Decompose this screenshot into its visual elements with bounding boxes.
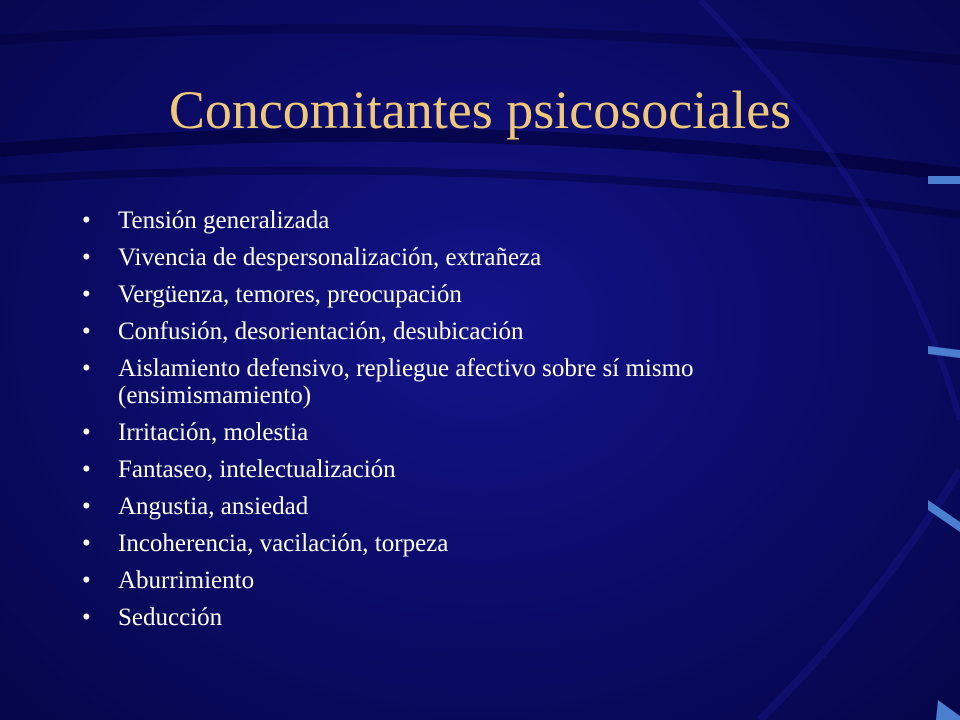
bullet-text: Fantaseo, intelectualización [118, 456, 396, 483]
bullet-item [82, 530, 882, 557]
accent-mark-1 [928, 176, 960, 184]
bullet-dot: • [82, 493, 91, 520]
accent-mark-2 [928, 346, 960, 358]
bullet-text: Tensión generalizada [118, 207, 330, 234]
bullet-text: Vergüenza, temores, preocupación [118, 281, 462, 308]
bullet-dot: • [82, 604, 91, 631]
bullet-item [82, 355, 882, 409]
bullet-item [82, 318, 882, 345]
bullet-item [82, 567, 882, 594]
bullet-item [82, 207, 882, 234]
bullet-dot: • [82, 419, 91, 446]
bullet-list [82, 207, 882, 641]
bullet-item [82, 493, 882, 520]
bullet-dot: • [82, 456, 91, 483]
bullet-text: Irritación, molestia [118, 419, 309, 446]
bullet-dot: • [82, 207, 91, 234]
bullet-item [82, 244, 882, 271]
bullet-text: Vivencia de despersonalización, extrañeza [118, 244, 542, 271]
bullet-text: Aislamiento defensivo, repliegue afectivo sobre sí mismo (ensimismamiento) [118, 355, 694, 409]
bullet-dot: • [82, 281, 91, 308]
bullet-dot: • [82, 567, 91, 594]
bullet-text: Seducción [118, 604, 223, 631]
bullet-item [82, 281, 882, 308]
bullet-text: Angustia, ansiedad [118, 493, 309, 520]
bullet-item [82, 419, 882, 446]
bullet-dot: • [82, 318, 91, 345]
bullet-text: Aburrimiento [118, 567, 255, 594]
bullet-dot: • [82, 355, 91, 382]
slide-title: Concomitantes psicosociales [168, 80, 792, 140]
bullet-item [82, 604, 882, 631]
bullet-dot: • [82, 244, 91, 271]
bullet-text: Confusión, desorientación, desubicación [118, 318, 524, 345]
accent-mark-4 [936, 700, 960, 720]
bullet-item [82, 456, 882, 483]
bullet-text: Incoherencia, vacilación, torpeza [118, 530, 449, 557]
bullet-dot: • [82, 530, 91, 557]
